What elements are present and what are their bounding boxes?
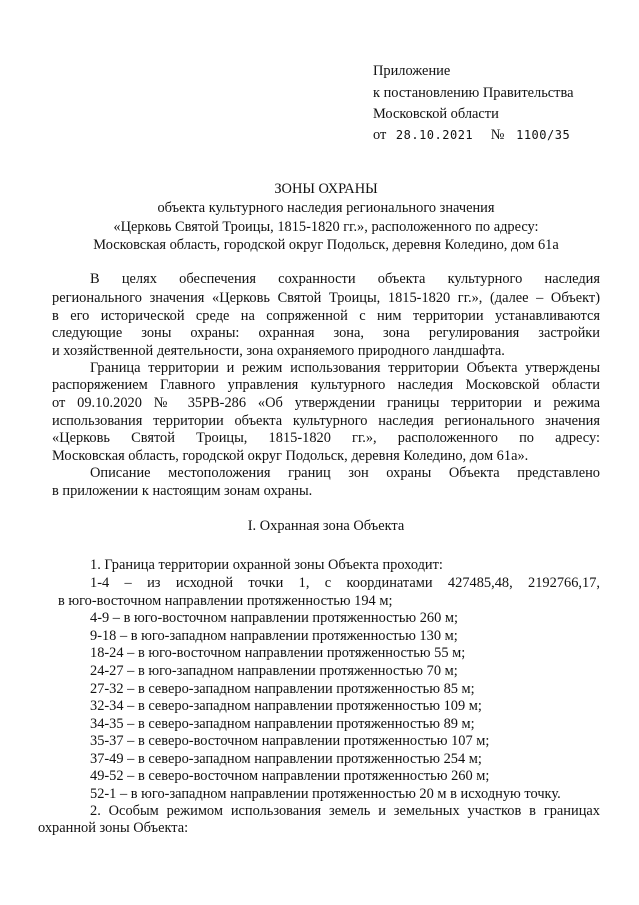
appendix-line-1: Приложение xyxy=(373,63,451,79)
segment-first-a: 1-4 – из исходной точки 1, с координатами 427485,48, 2192766,17, xyxy=(90,575,600,591)
paragraph-2-line: от 09.10.2020 № 35РВ-286 «Об утверждении границы территории и режима xyxy=(52,395,600,411)
segment-line: 24-27 – в юго-западном направлении протяженностью 70 м; xyxy=(90,663,458,679)
item-2-line-2: охранной зоны Объекта: xyxy=(38,820,189,836)
paragraph-2-line: распоряжением Главного управления культурного наследия Московской области xyxy=(52,377,600,393)
segment-line: 52-1 – в юго-западном направлении протяженностью 20 м в исходную точку. xyxy=(90,786,561,802)
segment-line: 18-24 – в юго-восточном направлении протяженностью 55 м; xyxy=(90,645,466,661)
doc-subtitle-3: Московская область, городской округ Подольск, деревня Коледино, дом 61а xyxy=(93,237,559,253)
segment-line: 34-35 – в северо-западном направлении протяженностью 89 м; xyxy=(90,716,475,732)
doc-title: ЗОНЫ ОХРАНЫ xyxy=(274,181,378,197)
paragraph-1-line: и хозяйственной деятельности, зона охраняемого природного ландшафта. xyxy=(52,343,505,359)
item-2-line-1: 2. Особым режимом использования земель и земельных участков в границах xyxy=(90,803,600,819)
segment-line: 37-49 – в северо-западном направлении протяженностью 254 м; xyxy=(90,751,482,767)
appendix-date-prefix: от xyxy=(373,127,387,143)
appendix-date: 28.10.2021 xyxy=(395,128,474,142)
paragraph-1-line: регионального значения «Церковь Святой Троицы, 1815-1820 гг.», (далее – Объект) xyxy=(52,290,600,306)
appendix-number: 1100/35 xyxy=(516,128,571,142)
paragraph-2-line: Граница территории и режим использования территории Объекта утверждены xyxy=(90,360,600,376)
paragraph-2-line: использования территории объекта культурного наследия регионального значения xyxy=(52,413,600,429)
paragraph-3-line: Описание местоположения границ зон охраны Объекта представлено xyxy=(90,465,600,481)
paragraph-1-line: следующие зоны охраны: охранная зона, зона регулирования застройки xyxy=(52,325,600,341)
appendix-line-4 xyxy=(373,124,570,146)
appendix-line-3: Московской области xyxy=(373,106,499,122)
segment-line: 32-34 – в северо-западном направлении протяженностью 109 м; xyxy=(90,698,482,714)
paragraph-1-line: в его исторической среде на сопряженной с ним территории устанавливаются xyxy=(52,308,600,324)
segment-line: 9-18 – в юго-западном направлении протяженностью 130 м; xyxy=(90,628,458,644)
doc-subtitle-2: «Церковь Святой Троицы, 1815-1820 гг.», расположенного по адресу: xyxy=(113,219,539,235)
appendix-number-sign: № xyxy=(490,127,505,143)
segment-first-b: в юго-восточном направлении протяженностью 194 м; xyxy=(58,593,393,609)
paragraph-3-line: в приложении к настоящим зонам охраны. xyxy=(52,483,313,499)
paragraph-2-line: «Церковь Святой Троицы, 1815-1820 гг.», расположенного по адресу: xyxy=(52,430,600,446)
appendix-line-2: к постановлению Правительства xyxy=(373,85,574,101)
paragraph-1-line: В целях обеспечения сохранности объекта культурного наследия xyxy=(90,271,600,287)
segment-line: 49-52 – в северо-восточном направлении протяженностью 260 м; xyxy=(90,768,490,784)
paragraph-2-line: Московская область, городской округ Подольск, деревня Коледино, дом 61а». xyxy=(52,448,529,464)
section-heading: I. Охранная зона Объекта xyxy=(247,518,405,534)
segment-line: 27-32 – в северо-западном направлении протяженностью 85 м; xyxy=(90,681,475,697)
segment-line: 35-37 – в северо-восточном направлении протяженностью 107 м; xyxy=(90,733,490,749)
segment-line: 4-9 – в юго-восточном направлении протяженностью 260 м; xyxy=(90,610,459,626)
item-1: 1. Граница территории охранной зоны Объекта проходит: xyxy=(90,557,443,573)
doc-subtitle-1: объекта культурного наследия регионального значения xyxy=(157,200,495,216)
